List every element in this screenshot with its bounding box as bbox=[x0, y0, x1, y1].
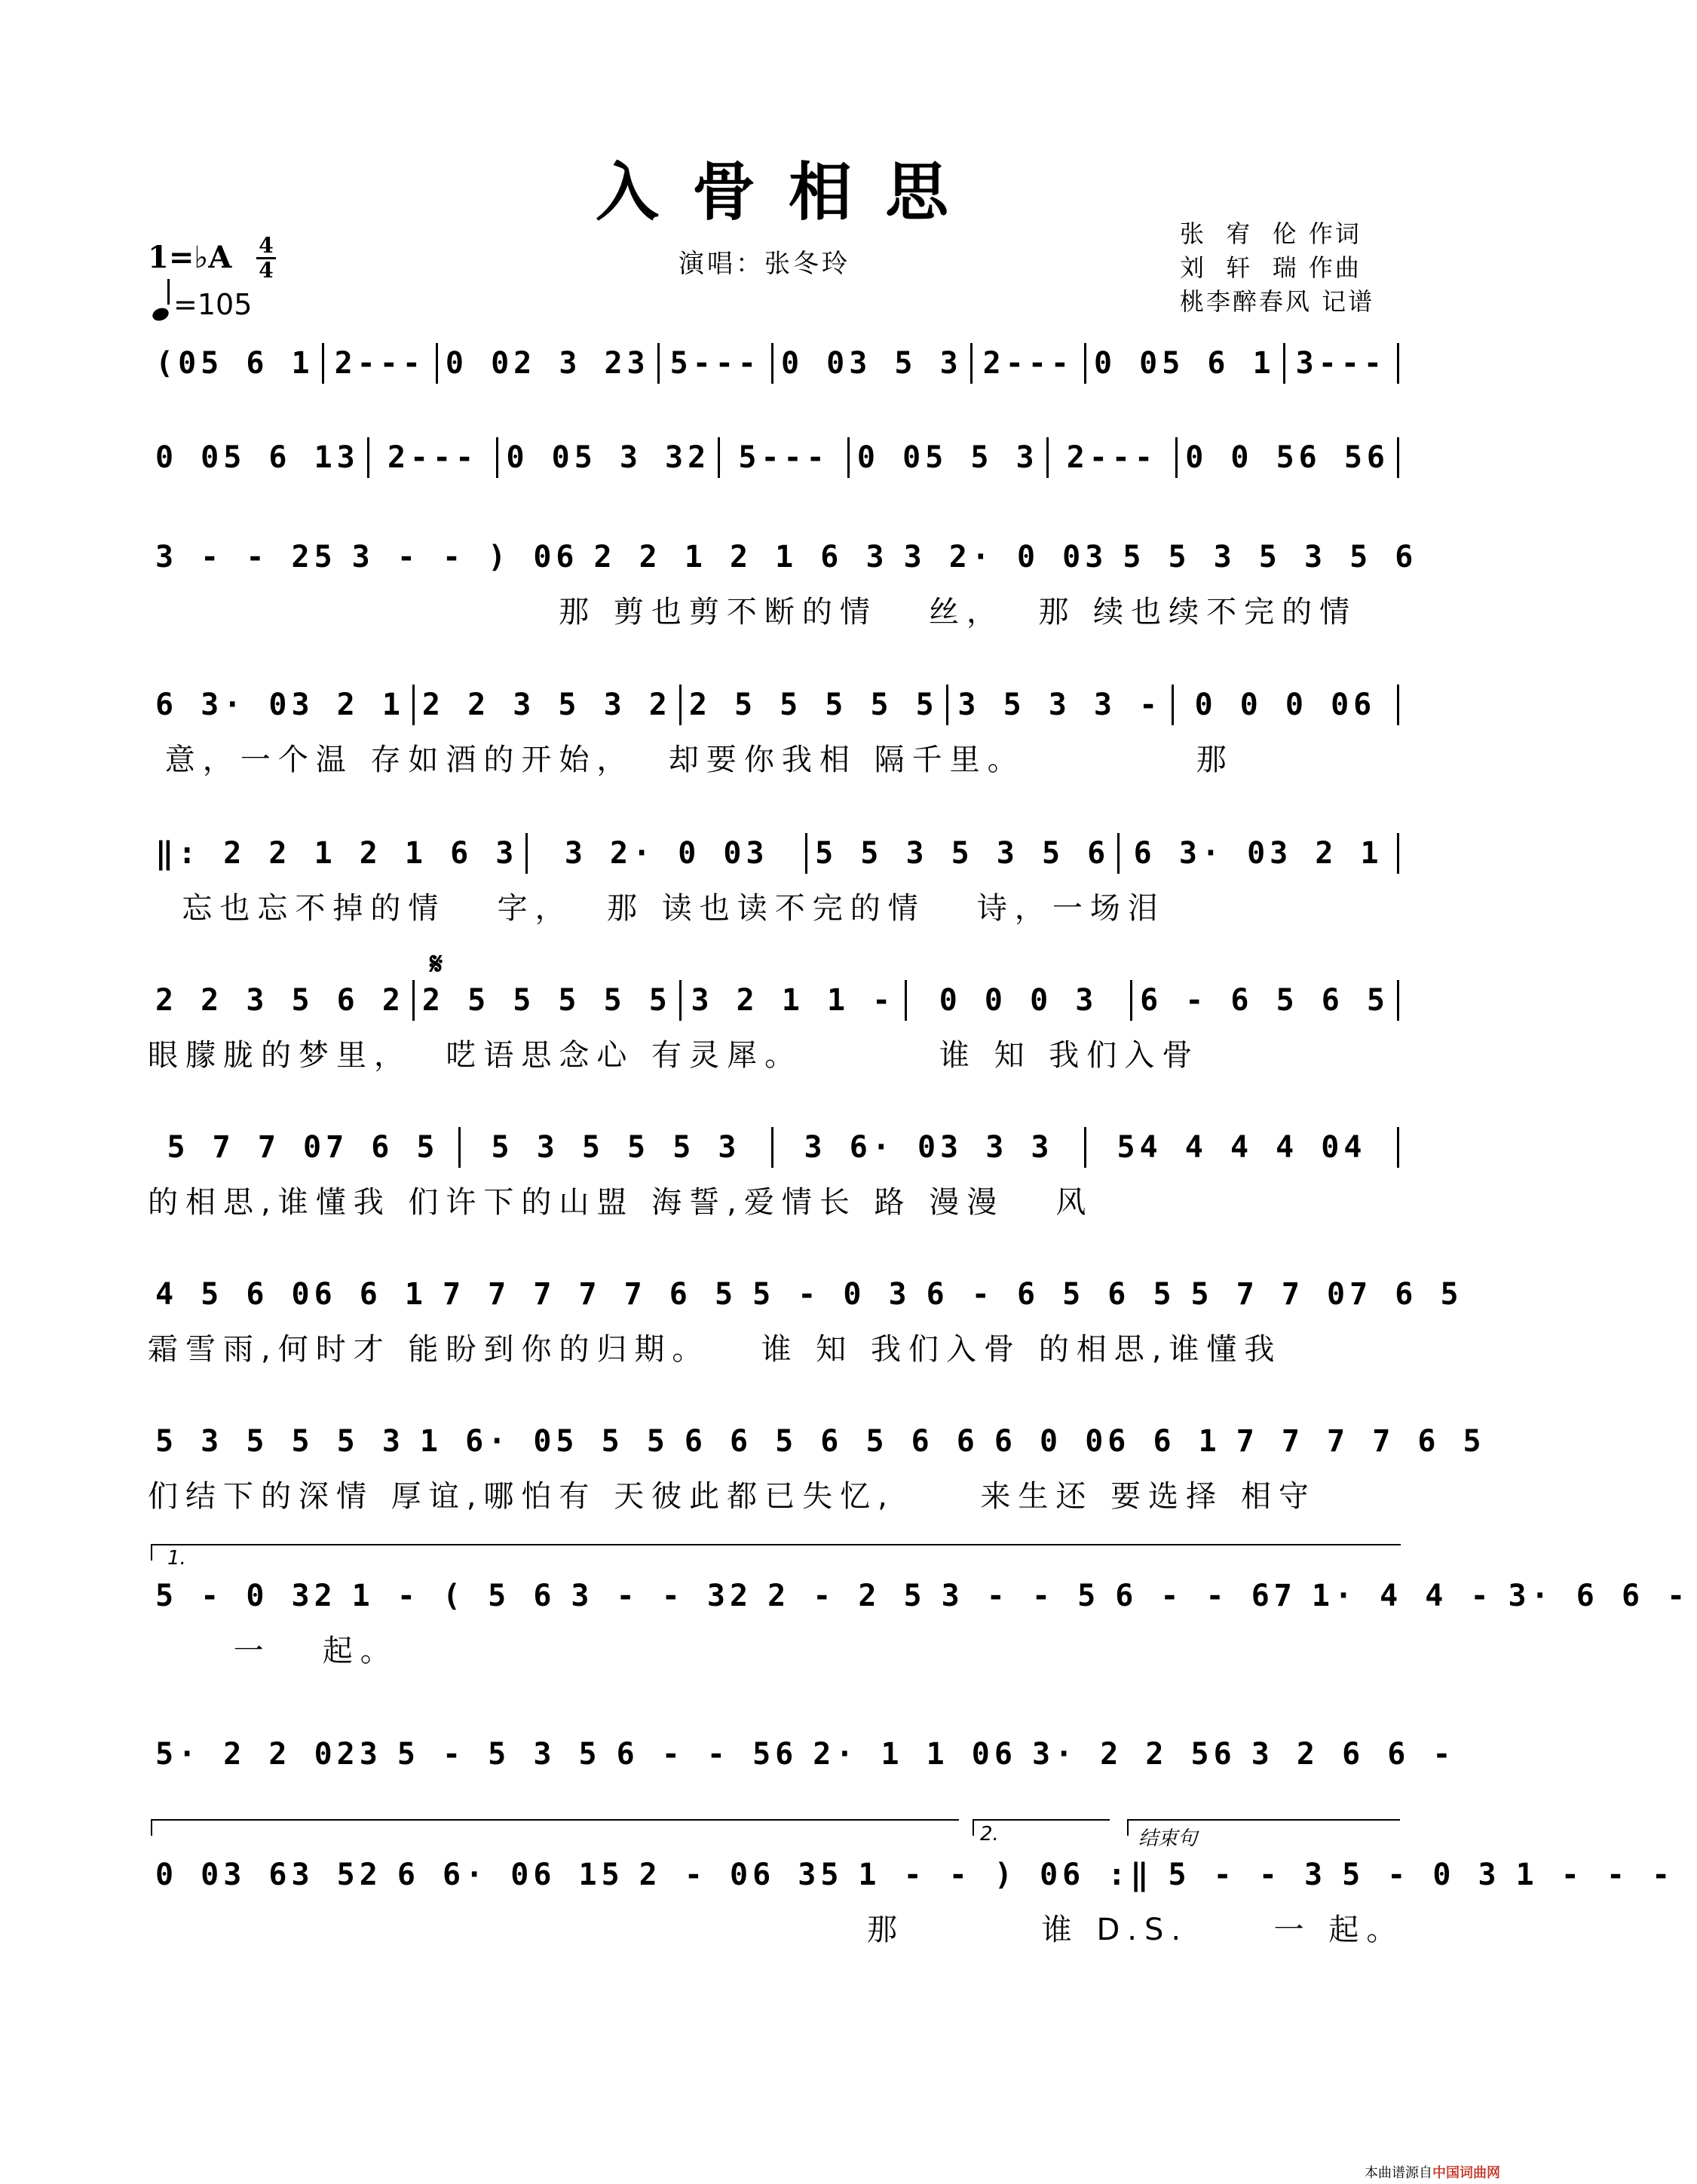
measure: 2 2 1 2 1 6 3 bbox=[593, 540, 889, 574]
measure: 5--- bbox=[669, 346, 761, 381]
measure: 5 3 5 5 5 3 bbox=[491, 1130, 741, 1165]
measure: 3 2· 0 03 bbox=[564, 836, 769, 871]
measure: 3· 2 2 56 bbox=[1031, 1737, 1236, 1772]
credit-composer: 刘 轩 瑞 作曲 bbox=[1180, 253, 1362, 282]
lyrics-line: 那 剪也剪不断的情 丝， 那 续也续不完的情 bbox=[148, 595, 1358, 629]
score-row bbox=[148, 537, 1418, 577]
measure: 2--- bbox=[334, 346, 425, 381]
measure: 7 7 7 7 7 6 5 bbox=[442, 1277, 738, 1312]
measure: 0 0 0 06 bbox=[1194, 688, 1377, 722]
measure: 0 05 6 1 bbox=[1094, 346, 1276, 381]
measure: 3 - - ) 06 bbox=[351, 540, 579, 574]
lyrics-line: 意，一个温 存如酒的开始， 却要你我相 隔千里。 那 bbox=[148, 743, 1234, 777]
measure: 5 - 0 32 bbox=[155, 1579, 337, 1613]
score-row bbox=[148, 437, 1399, 478]
measure: 0 0 56 56 bbox=[1185, 440, 1390, 475]
measure: 5 5 3 5 3 5 6 bbox=[815, 836, 1110, 871]
measure: 3 6· 03 3 3 bbox=[804, 1130, 1054, 1165]
footer-site[interactable]: 中国词曲网 bbox=[1432, 2165, 1500, 2181]
measure: 3 - - 32 bbox=[571, 1579, 753, 1613]
measure: 6 6 5 6 5 6 6 bbox=[684, 1424, 979, 1459]
measure: 2--- bbox=[1066, 440, 1158, 475]
measure: 1· 4 4 - bbox=[1311, 1579, 1493, 1613]
measure: ‖: 2 2 1 2 1 6 3 bbox=[155, 836, 519, 871]
score-row bbox=[148, 1734, 1456, 1775]
time-sig-top: 4 bbox=[259, 233, 274, 258]
measure: 6 - - 67 bbox=[1115, 1579, 1297, 1613]
barline bbox=[1397, 1127, 1399, 1168]
measure: 0 05 3 32 bbox=[506, 440, 711, 475]
coda-label: 结束句 bbox=[1138, 1827, 1198, 1850]
score-row bbox=[148, 833, 1399, 874]
lyrics-line: 们结下的深情 厚谊,哪怕有 天彼此都已失忆, 来生还 要选择 相守 bbox=[148, 1479, 1316, 1514]
score-row bbox=[148, 1274, 1463, 1315]
performer: 演唱：张冬玲 bbox=[678, 249, 850, 279]
measure: 2--- bbox=[982, 346, 1074, 381]
measure: 5 3 5 5 5 3 bbox=[155, 1424, 405, 1459]
measure: 54 4 4 4 04 bbox=[1117, 1130, 1367, 1165]
measure: 3 5 3 3 - bbox=[957, 688, 1162, 722]
segno-icon: 𝄋 bbox=[430, 946, 443, 982]
measure: 5 7 7 07 6 5 bbox=[1190, 1277, 1463, 1312]
barline bbox=[1397, 980, 1399, 1021]
lyrics-line: 眼朦胧的梦里， 呓语思念心 有灵犀。 谁 知 我们入骨 bbox=[148, 1038, 1200, 1073]
measure: 0 02 3 23 bbox=[445, 346, 650, 381]
measure: 3 2 6 6 - bbox=[1251, 1737, 1456, 1772]
second-ending-label: 2. bbox=[980, 1823, 999, 1846]
score-row bbox=[148, 1421, 1486, 1462]
measure: 1 6· 05 5 5 bbox=[419, 1424, 669, 1459]
measure: (05 6 1 bbox=[155, 346, 314, 381]
score-row bbox=[148, 1855, 1675, 1895]
measure: 5· 2 2 023 bbox=[155, 1737, 382, 1772]
measure: 6 0 06 6 1 bbox=[994, 1424, 1221, 1459]
measure: 0 05 5 3 bbox=[856, 440, 1039, 475]
measure: 5 - - 3 bbox=[1168, 1858, 1328, 1892]
time-signature bbox=[256, 235, 276, 281]
time-sig-bottom: 4 bbox=[259, 258, 274, 283]
measure: 5 - 0 3 bbox=[752, 1277, 911, 1312]
measure: 6 3· 03 2 1 bbox=[155, 688, 405, 722]
score-row bbox=[148, 1576, 1690, 1616]
measure: 1 - - ) 06 :‖ bbox=[858, 1858, 1153, 1892]
measure: 5 - 0 3 bbox=[1342, 1858, 1501, 1892]
measure: 3 2· 0 03 bbox=[903, 540, 1108, 574]
measure: 5 7 7 07 6 5 bbox=[167, 1130, 440, 1165]
measure: 2 5 5 5 5 5 bbox=[688, 688, 939, 722]
measure: 2--- bbox=[387, 440, 479, 475]
score-row bbox=[148, 1127, 1399, 1168]
measure: 5 - 5 3 5 bbox=[397, 1737, 602, 1772]
score-row bbox=[148, 980, 1399, 1021]
measure: 5--- bbox=[738, 440, 829, 475]
credit-transcriber: 桃李醉春风 记谱 bbox=[1180, 287, 1375, 316]
song-title: 入骨相思 bbox=[595, 155, 982, 229]
measure: 6 - 6 5 6 5 bbox=[926, 1277, 1176, 1312]
measure: 2 2 3 5 3 2 bbox=[421, 688, 672, 722]
measure: 0 05 6 13 bbox=[155, 440, 360, 475]
credit-lyricist: 张 宥 伦 作词 bbox=[1180, 219, 1362, 248]
lyrics-line: 忘也忘不掉的情 字， 那 读也读不完的情 诗，一场泪 bbox=[148, 891, 1166, 926]
measure: 3 - - 25 bbox=[155, 540, 337, 574]
first-ending-label: 1. bbox=[167, 1547, 186, 1570]
measure: 0 0 0 3 bbox=[939, 983, 1098, 1018]
measure: 7 7 7 7 6 5 bbox=[1236, 1424, 1486, 1459]
measure: 0 03 63 52 bbox=[155, 1858, 382, 1892]
barline bbox=[1397, 437, 1399, 478]
measure: 2· 1 1 06 bbox=[813, 1737, 1017, 1772]
quarter-note-icon bbox=[151, 306, 170, 323]
measure: 5 5 3 5 3 5 6 bbox=[1123, 540, 1418, 574]
score-row bbox=[148, 343, 1399, 384]
measure: 1 - - - bbox=[1515, 1858, 1675, 1892]
measure: 2 - 2 5 bbox=[767, 1579, 927, 1613]
lyrics-line: 霜雪雨,何时才 能盼到你的归期。 谁 知 我们入骨 的相思,谁懂我 bbox=[148, 1332, 1282, 1367]
measure: 2 - 06 35 bbox=[639, 1858, 844, 1892]
footer-prefix: 本曲谱源自 bbox=[1365, 2165, 1432, 2181]
repeat-bracket bbox=[151, 1819, 959, 1836]
measure: 6 - - 56 bbox=[616, 1737, 798, 1772]
measure: 2 5 5 5 5 5 bbox=[421, 983, 672, 1018]
lyrics-line: 的相思,谁懂我 们许下的山盟 海誓,爱情长 路 漫漫 风 bbox=[148, 1185, 1094, 1220]
measure: 0 03 5 3 bbox=[781, 346, 963, 381]
key-signature: 1=♭A bbox=[148, 240, 232, 275]
measure: 6 - 6 5 6 5 bbox=[1140, 983, 1389, 1018]
measure: 3· 6 6 - bbox=[1508, 1579, 1690, 1613]
score-row bbox=[148, 685, 1399, 725]
footer bbox=[1365, 2162, 1500, 2182]
measure: 6 6· 06 15 bbox=[397, 1858, 624, 1892]
lyrics-line: 那 谁 D.S. 一 起。 bbox=[148, 1913, 1404, 1947]
measure: 1 - ( 5 6 bbox=[351, 1579, 556, 1613]
lyrics-line: 一 起。 bbox=[148, 1634, 398, 1668]
barline bbox=[1397, 343, 1399, 384]
measure: 6 3· 03 2 1 bbox=[1133, 836, 1383, 871]
measure: 3 2 1 1 - bbox=[691, 983, 896, 1018]
measure: 2 2 3 5 6 2 bbox=[155, 983, 405, 1018]
barline bbox=[1397, 685, 1399, 725]
measure: 4 5 6 06 6 1 bbox=[155, 1277, 427, 1312]
first-ending-bracket bbox=[151, 1544, 1401, 1561]
barline bbox=[1397, 833, 1399, 874]
measure: 3--- bbox=[1295, 346, 1386, 381]
measure: 3 - - 5 bbox=[941, 1579, 1101, 1613]
tempo-value: =105 bbox=[173, 288, 253, 321]
